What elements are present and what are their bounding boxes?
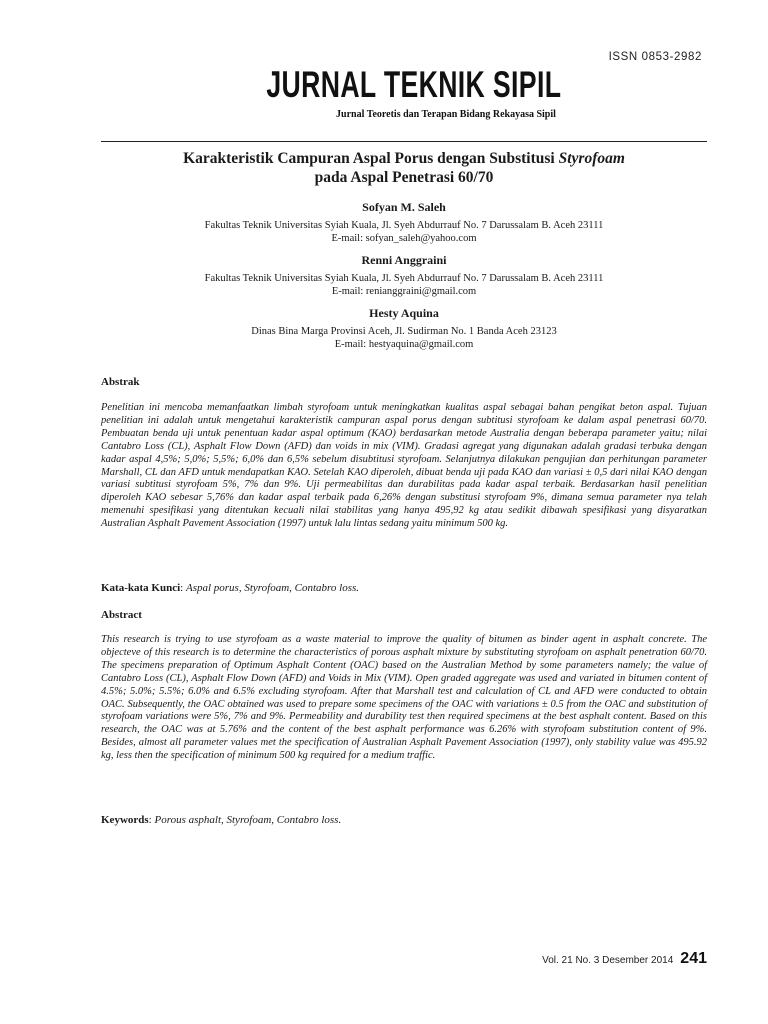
journal-title: JURNAL TEKNIK SIPIL: [266, 64, 562, 105]
abstract-heading: Abstract: [101, 609, 142, 621]
issn: ISSN 0853-2982: [608, 51, 702, 63]
masthead: [0, 64, 768, 106]
author-email: E-mail: renianggraini@gmail.com: [331, 286, 477, 297]
abstract-text: This research is trying to use styrofoam as a waste material to improve the quality of bitumen as binder agent in asphalt concrete. The objecteve of this research is to determine the characteristics of porous asphalt mixture by substituting styrofoam on asphalt penetration 60/70. The specimens preparation of Optimum Asphalt Content (OAC) based on the Australian Method by some parameters namely; the value of Cantabro Loss (CL), Asphalt Flow Down (AFD) and Voids in Mix (VIM). Open graded aggregate was used and variated in bitumen content of 4.5%; 5.0%; 5.5%; 6.0% and 6.5% excluding styrofoam. After that Marshall test and calculation of CL and AFD were conducted to obtain OAC. Subsequently, the OAC obtained was used to prepare some specimens of the OAC with variations ± 0.5 from the OAC and substitution of styrofoam variations were 5%, 7% and 9%. Permeability and durability test then required specimens at the best asphalt content. Based on this research, the OAC was at 5.76% and the content of the best asphalt performance was 6.26% with styrofoam substitution content of 9%. Besides, almost all parameter values met the specification of Australian Asphalt Pavement Association (1997), only stability value was 495.92 kg, less then the specification of minimum 500 kg required for a medium traffic.: [101, 634, 707, 762]
keywords: Keywords: Porous asphalt, Styrofoam, Contabro loss.: [101, 814, 342, 826]
header-rule: [101, 141, 707, 142]
author-name: Hesty Aquina: [369, 306, 439, 320]
author-name: Sofyan M. Saleh: [362, 200, 446, 214]
author-affiliation: Fakultas Teknik Universitas Syiah Kuala, Jl. Syeh Abdurrauf No. 7 Darussalam B. Aceh 23111: [204, 220, 604, 231]
page-number: 241: [680, 950, 707, 967]
paper-title-italic: Styrofoam: [558, 150, 625, 167]
author-affiliation: Fakultas Teknik Universitas Syiah Kuala, Jl. Syeh Abdurrauf No. 7 Darussalam B. Aceh 23111: [204, 273, 604, 284]
author-email: E-mail: hestyaquina@gmail.com: [334, 339, 474, 350]
page-footer: [542, 950, 707, 968]
author-block: [101, 199, 707, 245]
paper-title-line2: pada Aspal Penetrasi 60/70: [314, 169, 494, 186]
keywords-label: Keywords: [101, 814, 149, 826]
author-block: [101, 252, 707, 298]
volume-info: Vol. 21 No. 3 Desember 2014: [542, 955, 674, 966]
paper-title: [101, 149, 707, 187]
kata-kunci-label: Kata-kata Kunci: [101, 582, 181, 594]
paper-title-main: Karakteristik Campuran Aspal Porus dengan Substitusi: [183, 150, 559, 167]
keywords-values: Porous asphalt, Styrofoam, Contabro loss.: [154, 814, 342, 826]
author-email: E-mail: sofyan_saleh@yahoo.com: [331, 233, 477, 244]
abstrak-heading: Abstrak: [101, 376, 140, 388]
author-affiliation: Dinas Bina Marga Provinsi Aceh, Jl. Sudirman No. 1 Banda Aceh 23123: [251, 326, 557, 337]
author-name: Renni Anggraini: [361, 253, 447, 267]
journal-subtitle: Jurnal Teoretis dan Terapan Bidang Rekayasa Sipil: [336, 109, 556, 120]
author-block: [101, 305, 707, 351]
kata-kunci: Kata-kata Kunci: Aspal porus, Styrofoam, Contabro loss.: [101, 582, 360, 594]
kata-kunci-values: Aspal porus, Styrofoam, Contabro loss.: [185, 582, 360, 594]
abstrak-text: Penelitian ini mencoba memanfaatkan limbah styrofoam untuk meningkatkan kualitas aspal sebagai bahan pengikat beton aspal. Tujuan penelitian ini adalah untuk mengetahui karakteristik campuran aspal porus dengan subtitusi styrofoam ke dalam aspal penetrasi 60/70. Pembuatan benda uji untuk penentuan kadar aspal optimum (KAO) berdasarkan metode Australia dengan beberapa parameter yaitu; nilai Cantabro Loss (CL), Asphalt Flow Down (AFD) dan voids in mix (VIM). Gradasi agregat yang digunakan adalah gradasi terbuka dengan kadar aspal 4,5%; 5,0%; 5,5%; 6,0% dan 6,5% sebelum disubtitusi styrofoam. Selanjutnya dilakukan pengujian dan perhitungan parameter Marshall, CL dan AFD untuk mendapatkan KAO. Setelah KAO diperoleh, dibuat benda uji pada KAO dan variasi ± 0,5 dari nilai KAO dengan variasi subtitusi styrofoam 5%, 7% dan 9%. Uji permeabilitas dan durabilitas pada kadar aspal terbaik. Berdasarkan hasil penelitian diperoleh KAO sebesar 5,76% dan kadar aspal terbaik pada 6,26% dengan substitusi styrofoam 9%, dimana semua parameter nya telah memenuhi spesifikasi yang ditentukan kecuali nilai stabilitas yang hanya 495,92 kg atau sedikit dibawah spesifikasi yang disyaratkan Australian Asphalt Pavement Association (1997) untuk lalu lintas sedang yaitu minimum 500 kg.: [101, 402, 707, 530]
